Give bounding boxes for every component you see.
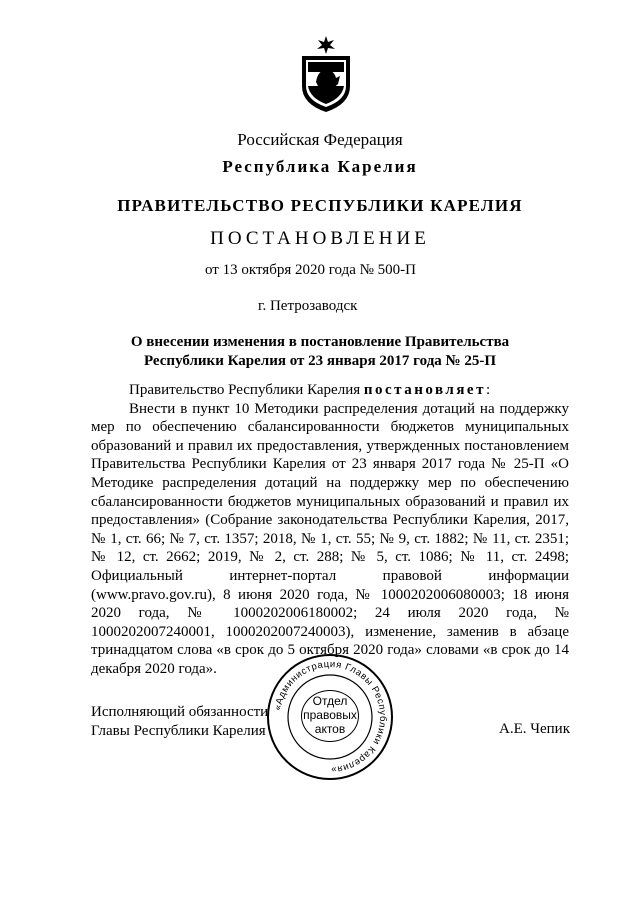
stamp-line: Отдел xyxy=(312,694,348,708)
main-paragraph: Внести в пункт 10 Методики распределения дотаций на поддержку мер по обеспечению сбалансированности бюджетов муниципальных образований и правил их предоставления, утвержденных постановлением Правительства Республики Карелия от 23 января 2017 года № 25-П «О Методике распределения дотаций на поддержку мер по обеспечению сбалансированности бюджетов муниципальных образований и правил их предоставления» (Собрание законодательства Республики Карелия, 2017, № 1, ст. 66; № 7, ст. 1357; 2018, № 1, ст. 55; № 9, ст. 1882; № 11, ст. 2351; № 12, ст. 2662; 2019, № 2, ст. 288; № 5, ст. 1086; № 11, ст. 2498; Официальный интернет-портал правовой информации (www.pravo.gov.ru), 8 июня 2020 года, № 1000202006080003; 18 июня 2020 года, № 1000202006180002; 24 июля 2020 года, № 1000202007240001, 1000202007240003), изменение, заменив в абзаце тринадцатом слова «в срок до 5 октября 2020 года» словами «в срок до 14 декабря 2020 года». xyxy=(91,400,569,677)
decree-body xyxy=(91,381,569,679)
signatory-name: А.Е. Чепик xyxy=(499,721,570,737)
decree-city: г. Петрозаводск xyxy=(258,298,358,314)
stamp-line: актов xyxy=(314,722,346,736)
intro-keyword: постановляет xyxy=(363,382,486,398)
official-stamp xyxy=(265,652,395,782)
stamp-ring-text: «Администрация Главы Республики Карелия» xyxy=(272,658,389,776)
stamp-center-text xyxy=(301,690,359,742)
republic-name: Республика Карелия xyxy=(222,157,418,176)
position-line: Главы Республики Карелия xyxy=(91,722,266,739)
intro-paragraph xyxy=(91,381,569,400)
government-name: ПРАВИТЕЛЬСТВО РЕСПУБЛИКИ КАРЕЛИЯ xyxy=(117,196,523,215)
coat-of-arms-emblem xyxy=(296,34,356,114)
signatory-position xyxy=(91,703,268,740)
intro-end: : xyxy=(485,382,491,398)
country-name: Российская Федерация xyxy=(237,130,403,149)
subject-line: О внесении изменения в постановление Правительства xyxy=(130,334,510,350)
decree-subject xyxy=(0,333,640,371)
stamp-line: правовых xyxy=(303,708,357,722)
subject-line: Республики Карелия от 23 января 2017 года № 25-П xyxy=(143,353,497,369)
decree-date-number: от 13 октября 2020 года № 500-П xyxy=(205,262,417,278)
document-type: ПОСТАНОВЛЕНИЕ xyxy=(210,228,430,249)
intro-text: Правительство Республики Карелия xyxy=(129,382,364,398)
position-line: Исполняющий обязанности xyxy=(91,704,269,720)
